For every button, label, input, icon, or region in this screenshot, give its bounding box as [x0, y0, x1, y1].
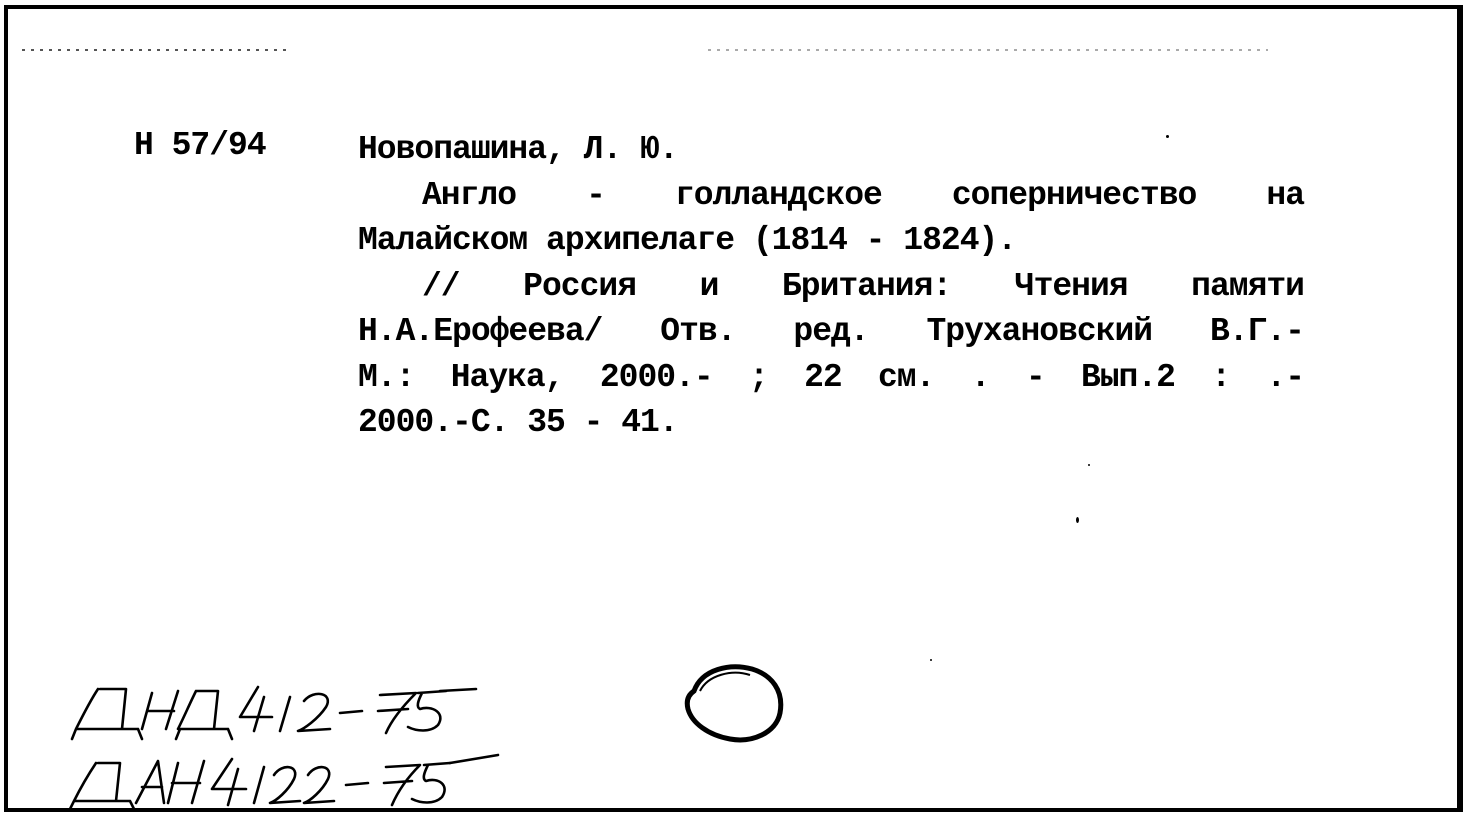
catalog-card [4, 5, 1463, 812]
hole-icon [680, 661, 790, 745]
source-line: Н.А.Ерофеева/ Отв. ред. Трухановский В.Г.- [358, 313, 1304, 350]
handwritten-notes [68, 671, 528, 811]
source-line: 2000.-С. 35 - 41. [358, 404, 678, 441]
scan-speck [1166, 135, 1169, 138]
source-line: // Россия и Британия: Чтения памяти [422, 267, 1304, 305]
title-line: Англо - голландское соперничество на [422, 176, 1304, 214]
scan-artifact [708, 49, 1268, 51]
scan-speck [1088, 464, 1090, 466]
author-line: Новопашина, Л. Ю. [358, 131, 678, 168]
title-line: Малайском архипелаге (1814 - 1824). [358, 222, 1017, 259]
bibliographic-entry [358, 127, 1304, 446]
scan-speck [930, 659, 932, 661]
scan-speck [1076, 517, 1079, 523]
source-line: М.: Наука, 2000.- ; 22 см. . - Вып.2 : .- [358, 358, 1304, 396]
scan-artifact [22, 49, 292, 51]
shelfmark: Н 57/94 [134, 127, 266, 164]
